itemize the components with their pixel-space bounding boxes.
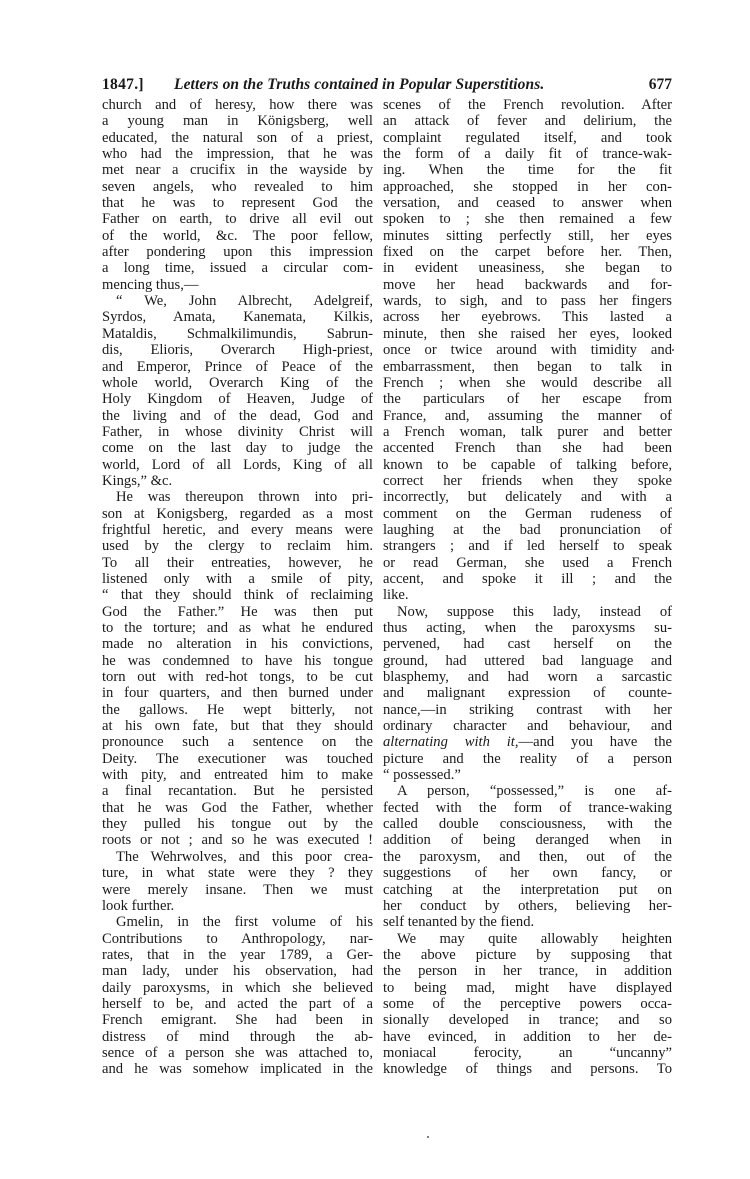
text-line: versation, and ceased to answer when <box>383 195 672 212</box>
text-line: some of the perceptive powers occa- <box>383 995 672 1012</box>
text-line: the gallows. He wept bitterly, not <box>102 701 373 718</box>
text-line: Father on earth, to drive all evil out <box>102 211 373 228</box>
text-line: a long time, issued a circular com- <box>102 260 373 277</box>
text-line: a young man in Königsberg, well <box>102 113 373 130</box>
text-line: the form of a daily fit of trance-wak- <box>383 146 672 163</box>
text-line: We may quite allowably heighten <box>397 930 672 947</box>
text-line: ing. When the time for the fit <box>383 162 672 179</box>
text-line: a French woman, talk purer and better <box>383 423 672 440</box>
text-line: Gmelin, in the first volume of his <box>116 914 373 931</box>
text-line: church and of heresy, how there was <box>102 97 373 113</box>
text-line: educated, the natural son of a priest, <box>102 129 373 146</box>
text-line: knowledge of things and persons. To <box>383 1061 672 1078</box>
text-line: blasphemy, and had worn a sarcastic <box>383 669 672 686</box>
text-line: roots or not ; and so he was executed ! <box>102 832 373 849</box>
text-line: Mataldis, Schmalkilimundis, Sabrun- <box>102 325 373 342</box>
text-line: known to be capable of talking before, <box>383 456 672 473</box>
running-header <box>102 76 672 96</box>
text-line: To all their entreaties, however, he <box>102 554 373 571</box>
text-line: a final recantation. But he persisted <box>102 783 373 800</box>
emphasis-text: alternating with it <box>383 734 515 751</box>
text-line: to the torture; and as what he endured <box>102 620 373 636</box>
text-line: torn out with red-hot tongs, to be cut <box>102 669 373 686</box>
text-line: made no alteration in his convictions, <box>102 636 373 653</box>
text-line: and malignant expression of counte- <box>383 685 672 702</box>
text-line: sionally developed in trance; and so <box>383 1012 672 1029</box>
text-line: daily paroxysms, in which she believed <box>102 979 373 996</box>
text-line: in four quarters, and then burned under <box>102 685 373 702</box>
text-line: Now, suppose this lady, instead of <box>397 603 672 620</box>
text-line: scenes of the French revolution. After <box>383 97 672 113</box>
text-line: minute, then she raised her eyes, looked <box>383 325 672 342</box>
text-line: minutes sitting perfectly still, her eyes <box>383 227 672 244</box>
text-line: incorrectly, but delicately and with a <box>383 489 672 506</box>
text-line: used by the clergy to reclaim him. <box>102 538 373 555</box>
page-number: 677 <box>648 76 672 93</box>
text-line: “ We, John Albrecht, Adelgreif, <box>116 293 373 310</box>
text-line: son at Konigsberg, regarded as a most <box>102 505 373 522</box>
text-line: the above picture by supposing that <box>383 946 672 963</box>
text-line: “ that they should think of reclaiming <box>102 587 373 604</box>
text-line: moniacal ferocity, an “uncanny” <box>383 1044 672 1061</box>
text-line: at his own fate, but that they should <box>102 718 373 735</box>
text-line: alternating with it,—and you have the <box>383 734 673 751</box>
text-line: Contributions to Anthropology, nar- <box>102 930 373 947</box>
text-line: The Wehrwolves, and this poor crea- <box>116 848 373 865</box>
text-line: Father, in whose divinity Christ will <box>102 423 373 440</box>
text-line: come on the last day to judge the <box>102 440 373 457</box>
text-line: called double consciousness, with the <box>383 816 672 833</box>
text-line: man lady, under his observation, had <box>102 963 373 980</box>
text-line: A person, “possessed,” is one af- <box>397 783 672 800</box>
text-line: picture and the reality of a person <box>383 750 672 767</box>
text-line: after pondering upon this impression <box>102 244 373 261</box>
text-line: comment on the German rudeness of <box>383 505 672 522</box>
text-line: with pity, and entreated him to make <box>102 767 373 784</box>
text-line: accent, and spoke it ill ; and the <box>383 570 672 587</box>
text-line: laughing at the bad pronunciation of <box>383 521 672 538</box>
text-line: seven angels, who revealed to him <box>102 178 373 195</box>
text-line: or read German, she used a French <box>383 554 672 571</box>
text-line: Kings,” &c. <box>102 472 173 489</box>
text-line: addition of being deranged when in <box>383 832 672 849</box>
text-line: catching at the interpretation put on <box>383 881 672 898</box>
text-line: thus acting, when the paroxysms su- <box>383 620 672 636</box>
text-line: world, Lord of all Lords, King of all <box>102 456 373 473</box>
text-line: dis, Elioris, Overarch High-priest, <box>102 342 373 359</box>
text-line: to being mad, might have displayed <box>383 979 672 996</box>
print-speck <box>672 349 674 351</box>
text-line: He was thereupon thrown into pri- <box>116 489 373 506</box>
text-line: distress of mind through the ab- <box>102 1028 373 1045</box>
text-line: ground, had uttered bad language and <box>383 652 672 669</box>
text-line: correct her friends when they spoke <box>383 472 672 489</box>
text-line: they pulled his tongue out by the <box>102 816 373 833</box>
text-line: ture, in what state were they ? they <box>102 865 373 882</box>
text-line: Syrdos, Amata, Kanemata, Kilkis, <box>102 309 373 326</box>
text-line: God the Father.” He was then put <box>102 603 373 620</box>
text-line: across her eyebrows. This lasted a <box>383 309 672 326</box>
text-line: French emigrant. She had been in <box>102 1012 373 1029</box>
text-line: spoken to ; she then remained a few <box>383 211 672 228</box>
text-line: whole world, Overarch King of the <box>102 374 373 391</box>
text-line: accented French than she had been <box>383 440 672 457</box>
text-line: ordinary character and behaviour, and <box>383 718 672 735</box>
text-line: and he was somehow implicated in the <box>102 1061 373 1078</box>
left-column <box>102 97 373 1078</box>
text-line: fected with the form of trance-waking <box>383 799 672 816</box>
text-line: herself to be, and acted the part of a <box>102 995 373 1012</box>
text-line: France, and, assuming the manner of <box>383 407 672 424</box>
text-line: Deity. The executioner was touched <box>102 750 373 767</box>
text-line: self tenanted by the fiend. <box>383 914 535 931</box>
text-line: the living and of the dead, God and <box>102 407 373 424</box>
print-speck <box>427 1136 429 1138</box>
text-line: pervened, had cast herself on the <box>383 636 672 653</box>
text-line: rates, that in the year 1789, a Ger- <box>102 946 373 963</box>
text-line: the particulars of her escape from <box>383 391 672 408</box>
text-line: pronounce such a sentence on the <box>102 734 373 751</box>
text-line: were merely insane. Then we must <box>102 881 373 898</box>
text-line: sence of a person she was attached to, <box>102 1044 373 1061</box>
text-line: look further. <box>102 897 175 914</box>
text-line: mencing thus,— <box>102 276 199 293</box>
text-line: frightful heretic, and every means were <box>102 521 373 538</box>
text-line: Holy Kingdom of Heaven, Judge of <box>102 391 373 408</box>
text-line: the person in her trance, in addition <box>383 963 672 980</box>
text-line: suggestions of her own fancy, or <box>383 865 672 882</box>
header-date: 1847.] <box>102 76 144 93</box>
text-line: in evident uneasiness, she began to <box>383 260 672 277</box>
text-line: nance,—in striking contrast with her <box>383 701 672 718</box>
right-column <box>383 97 672 1078</box>
text-line: and Emperor, Prince of Peace of the <box>102 358 373 375</box>
text-line: met near a crucifix in the wayside by <box>102 162 373 179</box>
text-line: listened only with a smile of pity, <box>102 570 373 587</box>
text-line: that he was God the Father, whether <box>102 799 373 816</box>
text-line: of the world, &c. The poor fellow, <box>102 227 373 244</box>
text-line: like. <box>383 587 409 604</box>
text-line: “ possessed.” <box>383 767 461 784</box>
text-line: the paroxysm, and then, out of the <box>383 848 672 865</box>
text-line: who had the impression, that he was <box>102 146 373 163</box>
text-line: an attack of fever and delirium, the <box>383 113 672 130</box>
text-line: embarrassment, then began to talk in <box>383 358 672 375</box>
text-line: that he was to represent God the <box>102 195 373 212</box>
text-line: strangers ; and if led herself to speak <box>383 538 672 555</box>
header-title: Letters on the Truths contained in Popular Superstitions. <box>174 76 545 93</box>
text-line: French ; when she would describe all <box>383 374 672 391</box>
text-line: approached, she stopped in her con- <box>383 178 672 195</box>
text-line: once or twice around with timidity and <box>383 342 672 359</box>
text-line: her conduct by others, believing her- <box>383 897 672 914</box>
text-line: fixed on the carpet before her. Then, <box>383 244 672 261</box>
text-line: move her head backwards and for- <box>383 276 672 293</box>
text-line: complaint regulated itself, and took <box>383 129 672 146</box>
text-line: wards, to sigh, and to pass her fingers <box>383 293 672 310</box>
text-line: have evinced, in addition to her de- <box>383 1028 672 1045</box>
text-line: he was condemned to have his tongue <box>102 652 373 669</box>
